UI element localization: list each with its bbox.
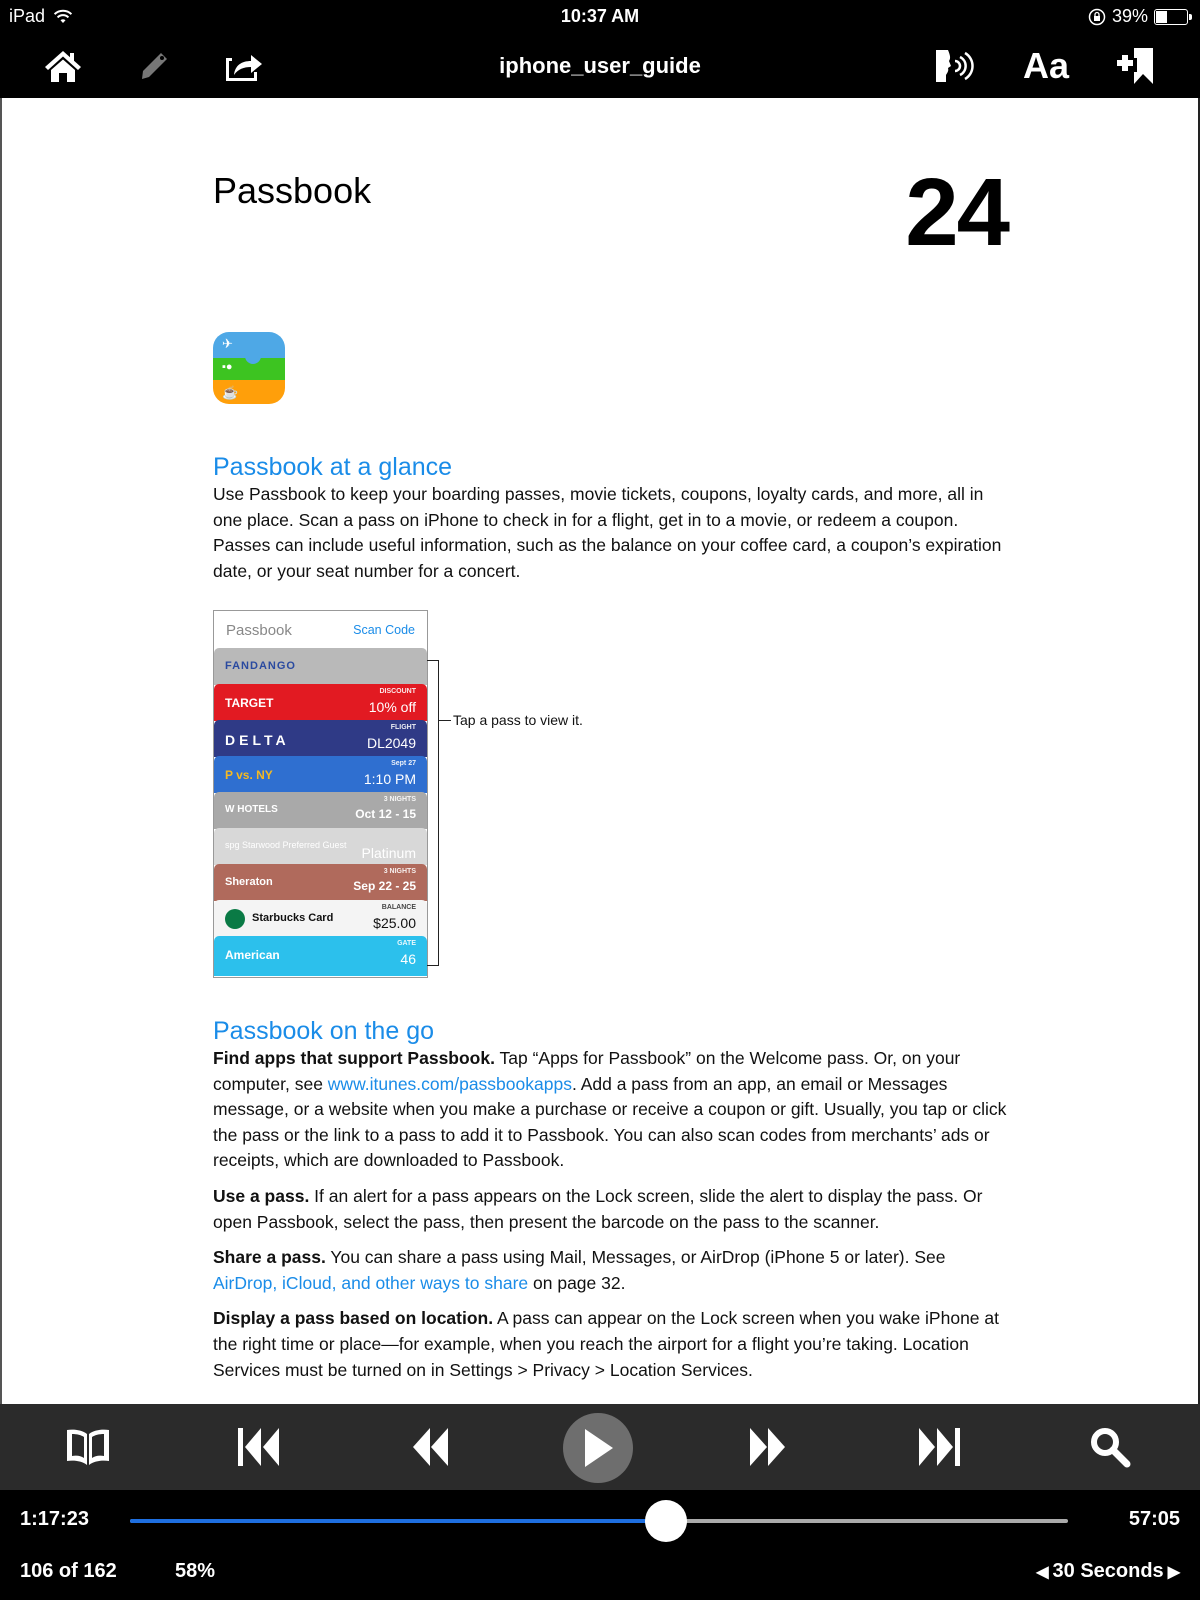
chapter-title: Passbook bbox=[213, 170, 372, 211]
skip-to-end-button[interactable] bbox=[909, 1422, 969, 1472]
chapter-number: 24 bbox=[905, 159, 1008, 266]
skip-forward-icon bbox=[916, 1426, 962, 1468]
document-page[interactable] bbox=[0, 98, 1200, 1404]
fast-forward-icon bbox=[748, 1426, 788, 1468]
speak-button[interactable] bbox=[932, 42, 976, 90]
search-icon bbox=[1089, 1426, 1131, 1468]
pass-fandango: FANDANGO bbox=[214, 648, 427, 685]
pass-spg: spg Starwood Preferred Guest Platinum bbox=[214, 828, 427, 865]
add-bookmark-icon bbox=[1115, 46, 1157, 86]
figure-callout: Tap a pass to view it. bbox=[453, 712, 583, 728]
skip-interval: 30 Seconds bbox=[1052, 1560, 1164, 1582]
page-position: 106 of 162 bbox=[20, 1560, 117, 1582]
font-size-button[interactable] bbox=[1018, 42, 1074, 90]
battery-percent: 39% bbox=[1111, 6, 1148, 26]
callout-tick bbox=[439, 720, 451, 721]
status-bar bbox=[0, 0, 1200, 34]
search-button[interactable] bbox=[1080, 1422, 1140, 1472]
add-bookmark-button[interactable] bbox=[1112, 42, 1160, 90]
battery-icon bbox=[1154, 9, 1188, 25]
paragraph-use-pass: Use a pass. If an alert for a pass appears on the Lock screen, slide the alert to display the pass. Or open Passbook, select the pass, then present the barcode on the pass to the scanner. bbox=[213, 1185, 983, 1232]
playback-controls bbox=[0, 1404, 1200, 1490]
figure-scan-code: Scan Code bbox=[353, 623, 415, 637]
play-icon bbox=[581, 1427, 615, 1469]
font-size-icon: Aa bbox=[1022, 45, 1070, 86]
document-title: iphone_user_guide bbox=[499, 53, 701, 78]
device-name: iPad bbox=[9, 6, 46, 26]
pass-starbucks: Starbucks Card BALANCE $25.00 bbox=[214, 900, 427, 937]
pass-target: TARGET DISCOUNT 10% off bbox=[214, 684, 427, 721]
pass-delta: DELTA FLIGHT DL2049 bbox=[214, 720, 427, 757]
increase-interval-icon[interactable]: ▶ bbox=[1167, 1563, 1180, 1581]
rotation-lock-icon bbox=[1088, 8, 1106, 26]
paragraph: Use Passbook to keep your boarding passes, movie tickets, coupons, loyalty cards, and more, all in one place. Scan a pass on iPhone to check in for a flight, get in to a movie, or redeem a coupon. Passes can include useful information, such as the balance on your coffee card, a coupon’s expiration date, or your seat number for a concert. bbox=[213, 484, 1002, 581]
progress-thumb[interactable] bbox=[645, 1500, 687, 1542]
pass-mlb: P vs. NY Sept 27 1:10 PM bbox=[214, 756, 427, 793]
toolbar bbox=[0, 34, 1200, 98]
decrease-interval-icon[interactable]: ◀ bbox=[1036, 1563, 1049, 1581]
pass-w-hotels: W HOTELS 3 NIGHTS Oct 12 - 15 bbox=[214, 792, 427, 829]
paragraph-share-pass: Share a pass. You can share a pass using Mail, Messages, or AirDrop (iPhone 5 or later). See AirDrop, iCloud, and other ways to share on page 32. bbox=[213, 1247, 946, 1293]
remaining-time: 57:05 bbox=[1128, 1508, 1180, 1530]
play-button[interactable] bbox=[563, 1413, 633, 1483]
section-heading: Passbook on the go bbox=[213, 1017, 434, 1045]
skip-back-icon bbox=[236, 1426, 282, 1468]
passbook-app-icon: ✈ ▪● ☕ bbox=[213, 332, 285, 404]
rewind-icon bbox=[410, 1426, 450, 1468]
bookmarks-button[interactable] bbox=[58, 1422, 118, 1472]
section-at-a-glance bbox=[213, 452, 1008, 584]
percent-complete: 58% bbox=[175, 1560, 216, 1582]
skip-to-start-button[interactable] bbox=[229, 1422, 289, 1472]
passbook-screenshot-figure bbox=[213, 610, 428, 978]
progress-slider[interactable] bbox=[130, 1519, 1068, 1523]
airdrop-link[interactable]: AirDrop, iCloud, and other ways to share bbox=[213, 1272, 529, 1293]
section-on-the-go bbox=[213, 1016, 1008, 1383]
paragraph-find-apps: Find apps that support Passbook. Tap “Apps for Passbook” on the Welcome pass. Or, on your computer, see www.itunes.com/passbookapps. Add a pass from an app, an email or Messages message, or a website when you make a purchase or receive a coupon or gift. Usually, you tap or click the pass or the link to a pass to add it to Passbook. You can also scan codes from merchants’ ads or receipts, which are downloaded to Passbook. bbox=[213, 1048, 1007, 1171]
section-heading: Passbook at a glance bbox=[213, 453, 453, 481]
pass-sheraton: Sheraton 3 NIGHTS Sep 22 - 25 bbox=[214, 864, 427, 901]
pass-american: American GATE 46 bbox=[214, 936, 427, 976]
skip-interval-selector bbox=[1036, 1560, 1180, 1583]
rewind-button[interactable] bbox=[400, 1422, 460, 1472]
progress-bar-area bbox=[0, 1490, 1200, 1600]
paragraph-location: Display a pass based on location. A pass can appear on the Lock screen when you wake iPhone at the right time or place—for example, when you reach the airport for a flight you’re taking. Location Services must be turned on in Settings > Privacy > Location Services. bbox=[213, 1308, 999, 1380]
clock: 10:37 AM bbox=[560, 6, 640, 26]
itunes-link[interactable]: www.itunes.com/passbookapps bbox=[327, 1073, 572, 1094]
book-icon bbox=[64, 1427, 112, 1467]
callout-bracket bbox=[427, 660, 439, 966]
figure-header-title: Passbook bbox=[226, 621, 292, 639]
fast-forward-button[interactable] bbox=[738, 1422, 798, 1472]
speak-icon bbox=[934, 49, 974, 83]
elapsed-time: 1:17:23 bbox=[20, 1508, 89, 1530]
